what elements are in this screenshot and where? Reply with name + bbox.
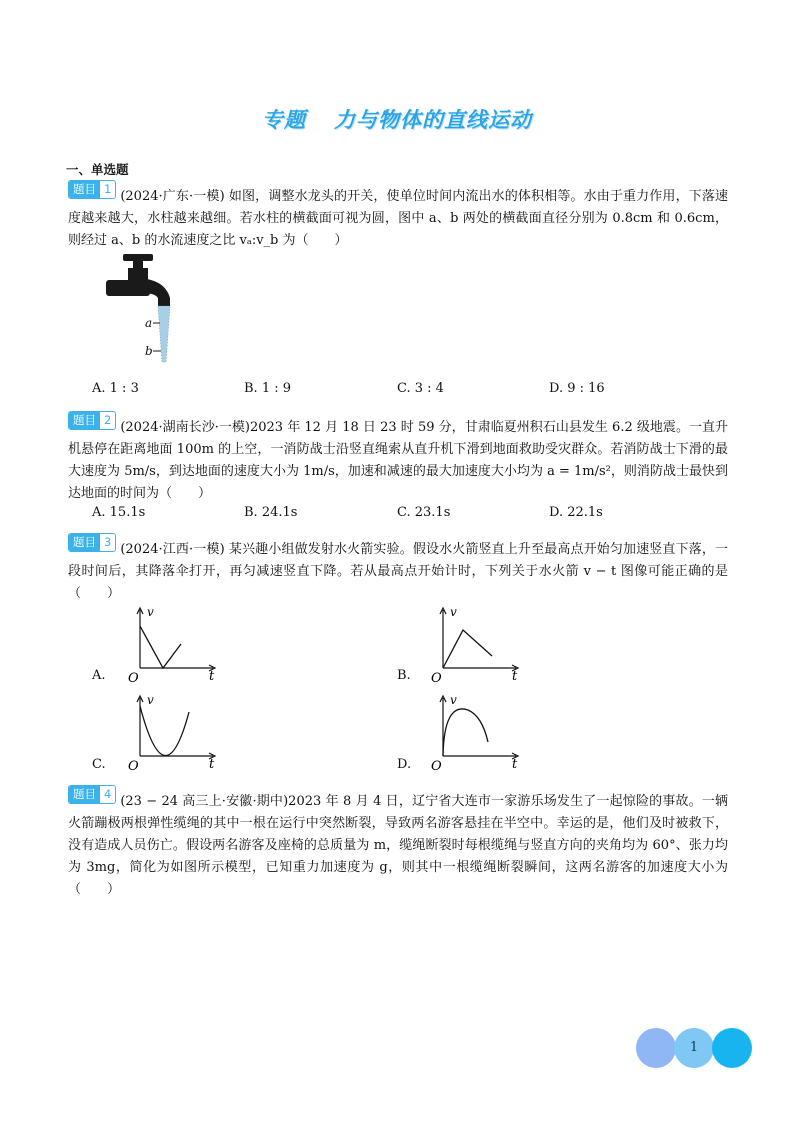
vt-graph-a bbox=[125, 604, 225, 684]
label-a: a bbox=[145, 316, 153, 330]
question-1-text: (2024·广东·一模) 如图，调整水龙头的开关，使单位时间内流出水的体积相等。水由于重力作用，下落速度越来越大，水柱越来越细。若水柱的横截面可视为圆，图中 a、b 两处的横截面直径分别为 0.8cm 和 0.6cm，则经过 a、b 的水流速度之比 vₐ:v_b 为（ ） bbox=[68, 189, 728, 248]
svg-text:t: t bbox=[209, 669, 215, 684]
option-d[interactable]: D. 9 : 16 bbox=[549, 381, 605, 396]
graph-a-label[interactable]: A. bbox=[92, 668, 106, 683]
svg-text:O: O bbox=[431, 671, 442, 684]
graph-b-label[interactable]: B. bbox=[397, 668, 411, 683]
svg-text:t: t bbox=[512, 669, 518, 684]
svg-text:v: v bbox=[450, 605, 457, 619]
question-tag: 题目 3 bbox=[68, 533, 116, 552]
question-2 bbox=[68, 411, 728, 505]
faucet-figure bbox=[100, 250, 190, 370]
svg-text:v: v bbox=[450, 693, 457, 707]
title-part1: 专题 bbox=[262, 108, 306, 132]
question-tag: 题目 4 bbox=[68, 785, 116, 804]
option-d[interactable]: D. 22.1s bbox=[549, 505, 603, 520]
svg-text:t: t bbox=[209, 757, 215, 772]
vt-graph-d bbox=[428, 692, 528, 772]
svg-text:v: v bbox=[147, 693, 154, 707]
vt-graph-b bbox=[428, 604, 528, 684]
option-b[interactable]: B. 1 : 9 bbox=[244, 381, 292, 396]
page-number: 1 bbox=[689, 1040, 699, 1055]
page-title bbox=[0, 104, 794, 134]
question-1 bbox=[68, 180, 728, 252]
label-b: b bbox=[145, 344, 153, 358]
graph-c-label[interactable]: C. bbox=[92, 757, 106, 772]
page-number-badge bbox=[636, 1028, 752, 1068]
graph-d-label[interactable]: D. bbox=[397, 757, 412, 772]
svg-text:O: O bbox=[431, 759, 442, 772]
question-4-text: (23 − 24 高三上·安徽·期中)2023 年 8 月 4 日，辽宁省大连市一家游乐场发生了一起惊险的事故。一辆火箭蹦极两根弹性缆绳的其中一根在运行中突然断裂，导致两名游客悬挂在半空中。幸运的是，他们及时被救下，没有造成人员伤亡。假设两名游客及座椅的总质量为 m，缆绳断裂时每根缆绳与竖直方向的夹角均为 60°、张力均为 3mg，简化为如图所示模型，已知重力加速度为 g，则其中一根缆绳断裂瞬间，这两名游客的加速度大小为（ ） bbox=[68, 794, 728, 897]
badge-dot-right bbox=[712, 1028, 752, 1068]
option-b[interactable]: B. 24.1s bbox=[244, 505, 298, 520]
question-4 bbox=[68, 785, 728, 901]
title-part2: 力与物体的直线运动 bbox=[334, 108, 532, 132]
svg-text:t: t bbox=[512, 757, 518, 772]
option-a[interactable]: A. 1 : 3 bbox=[92, 381, 139, 396]
option-c[interactable]: C. 3 : 4 bbox=[397, 381, 444, 396]
svg-text:O: O bbox=[128, 671, 139, 684]
question-tag: 题目 2 bbox=[68, 411, 116, 430]
question-2-text: (2024·湖南长沙·一模)2023 年 12 月 18 日 23 时 59 分，甘肃临夏州积石山县发生 6.2 级地震。一直升机悬停在距离地面 100m 的上空，一消防战士沿竖直绳索从直升机下滑到地面救助受灾群众。若消防战士下滑的最大速度为 5m/s，到达地面的速度大小为 1m/s，加速和减速的最大加速度大小均为 a = 1m/s²，则消防战士最快到达地面的时间为（ ） bbox=[68, 420, 728, 501]
svg-text:O: O bbox=[128, 759, 139, 772]
question-3-text: (2024·江西·一模) 某兴趣小组做发射水火箭实验。假设水火箭竖直上升至最高点开始匀加速竖直下落，一段时间后，其降落伞打开，再匀减速竖直下降。若从最高点开始计时，下列关于水火箭 v − t 图像可能正确的是（ ） bbox=[68, 542, 728, 601]
badge-dot-left bbox=[636, 1028, 676, 1068]
vt-graph-c bbox=[125, 692, 225, 772]
question-3 bbox=[68, 533, 728, 605]
option-c[interactable]: C. 23.1s bbox=[397, 505, 451, 520]
svg-text:v: v bbox=[147, 605, 154, 619]
section-heading: 一、单选题 bbox=[66, 162, 129, 177]
question-tag: 题目 1 bbox=[68, 180, 116, 199]
option-a[interactable]: A. 15.1s bbox=[92, 505, 146, 520]
